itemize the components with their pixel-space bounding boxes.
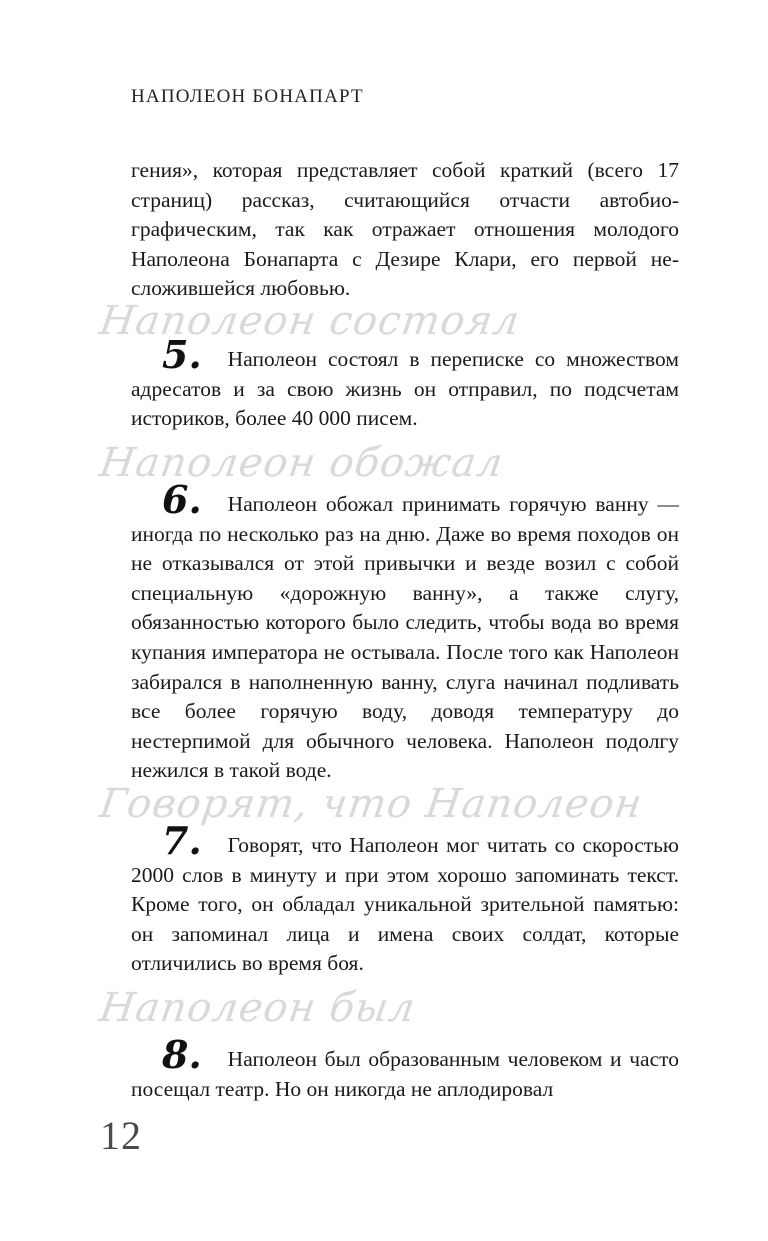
fact-number: 5. xyxy=(162,332,202,377)
page-number: 12 xyxy=(100,1113,142,1158)
fact-text: Наполеон обожал принимать горячую ванну — иногда по несколько раз на дню. Даже во время походов он не отказывался от этой привычки и везде возил с собой специальную «дорожную ванну», а также слугу, обязанностью которого было следить, чтобы вода во время купания императора не остывала. После того как Наполеон забирался в наполненную ванну, слуга начинал подливать все более горячую воду, доводя температуру до нестерпимой для обычного человека. Наполеон подолгу нежился в такой воде. xyxy=(131,492,679,783)
running-head: НАПОЛЕОН БОНАПАРТ xyxy=(131,86,364,107)
script-watermark-6: Наполеон обожал xyxy=(96,440,507,486)
fact-text: Наполеон был образованным человеком и часто посещал театр. Но он никогда не аплодировал xyxy=(131,1047,679,1101)
fact-number: 7. xyxy=(162,818,202,863)
script-watermark-7: Говорят, что Наполеон xyxy=(96,781,646,827)
script-watermark-8: Наполеон был xyxy=(96,985,419,1031)
fact-number: 6. xyxy=(162,477,202,522)
intro-paragraph: гения», которая представляет собой краткий (всего 17 страниц) рассказ, считающийся отчасти автобиографическим, так как отражает отношения молодого Наполеона Бонапарта с Дезире Клари, его первой несложившейся любовью. xyxy=(131,158,679,301)
fact-6-paragraph xyxy=(131,477,679,786)
fact-5-paragraph xyxy=(131,332,679,434)
fact-text: Говорят, что Наполеон мог читать со скоростью 2000 слов в минуту и при этом хорошо запоминать текст. Кроме того, он обладал уникальной зрительной памятью: он запоминал лица и имена своих солдат, которые отличились во время боя. xyxy=(131,833,679,976)
script-watermark-5: Наполеон состоял xyxy=(96,298,523,344)
fact-text: Наполеон состоял в переписке со множеством адресатов и за свою жизнь он отправил, по подсчетам историков, более 40 000 писем. xyxy=(131,347,679,431)
fact-number: 8. xyxy=(162,1032,202,1077)
fact-7-paragraph xyxy=(131,818,679,979)
fact-8-paragraph xyxy=(131,1032,679,1104)
